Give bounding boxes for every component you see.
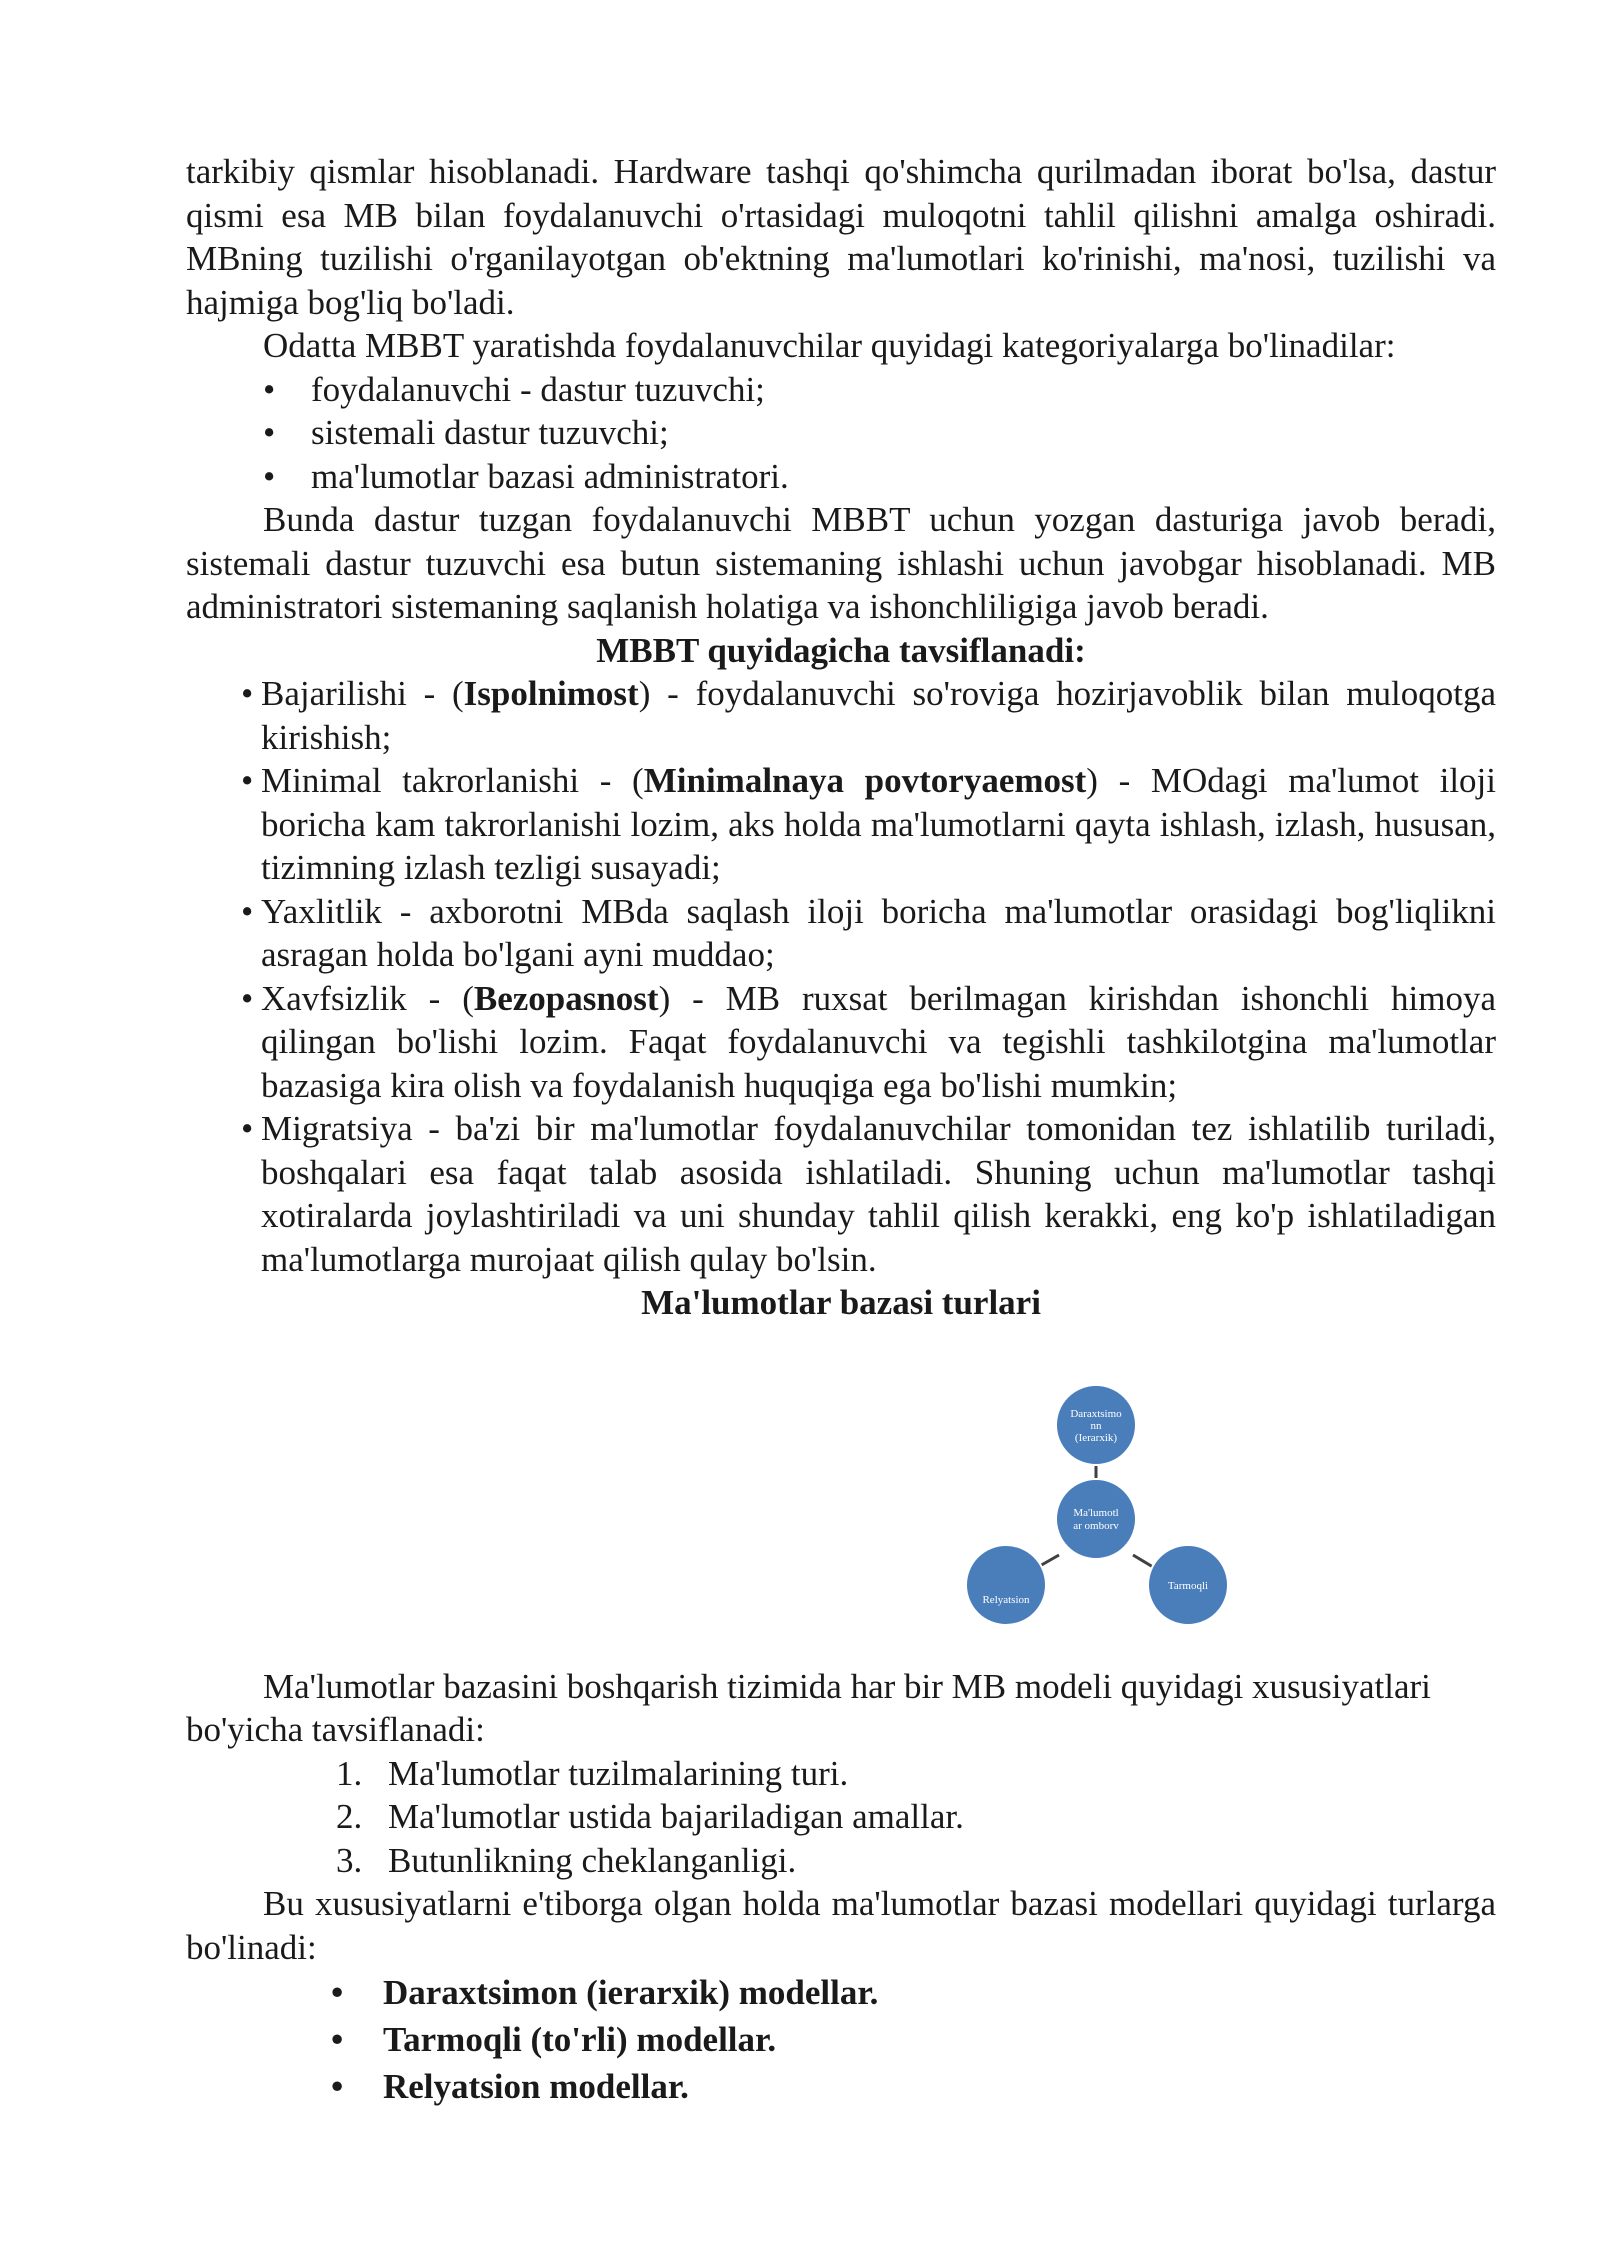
feature-text: Migratsiya - ba'zi bir ma'lumotlar foydalanuvchilar tomonidan tez ishlatilib turiladi, boshqalari esa faqat talab asosida ishlatiladi. Shuning uchun ma'lumotlar tashqi xotiralarda joylashtiriladi va uni shunday tahlil qilish kerakki, eng ko'p ishlatiladigan ma'lumotlarga murojaat qilish qulay bo'lsin.: [261, 1109, 1496, 1279]
list-item-text: Daraxtsimon (ierarxik) modellar.: [383, 1973, 879, 2012]
categories-paragraph: Odatta MBBT yaratishda foydalanuvchilar quyidagi kategoriyalarga bo'linadilar:: [263, 326, 1396, 365]
intro-paragraph: tarkibiy qismlar hisoblanadi. Hardware tashqi qo'shimcha qurilmadan iborat bo'lsa, dastur qismi esa MB bilan foydalanuvchi o'rtasidagi muloqotni tahlil qilishni amalga oshiradi. MBning tuzilishi o'rganilayotgan ob'ektning ma'lumotlari ko'rinishi, ma'nosi, tuzilishi va hajmiga bog'liq bo'ladi.: [186, 152, 1496, 322]
bullet-marker: •: [241, 1109, 254, 1148]
model-kinds-list: [186, 1969, 1496, 2110]
node-right-label: Tarmoqli: [1167, 1579, 1209, 1592]
roles-paragraph: Bunda dastur tuzgan foydalanuvchi MBBT uchun yozgan dasturiga javob beradi, sistemali dastur tuzuvchi esa butun sistemaning ishlashi uchun javobgar hisoblanadi. MB administratori sistemaning saqlanish holatiga va ishonchliligiga javob beradi.: [186, 500, 1496, 626]
feature-item: [241, 759, 1496, 890]
list-item-text: foydalanuvchi - dastur tuzuvchi;: [311, 369, 765, 409]
list-item: [263, 411, 1496, 455]
kinds-paragraph: Bu xususiyatlarni e'tiborga olgan holda ma'lumotlar bazasi modellari quyidagi turlarga bo'linadi:: [186, 1884, 1496, 1967]
bullet-marker: •: [263, 456, 276, 496]
bullet-marker: •: [241, 674, 254, 713]
list-item: [336, 1752, 1496, 1796]
bullet-marker: •: [263, 369, 276, 409]
bullet-marker: •: [331, 2067, 344, 2106]
db-types-diagram: [186, 1325, 1496, 1665]
feature-item: [241, 672, 1496, 759]
node-left: [966, 1545, 1046, 1625]
node-center-label: Ma'lumotl: [1073, 1506, 1119, 1519]
user-types-list: [186, 368, 1496, 499]
list-item-text: ma'lumotlar bazasi administratori.: [311, 456, 789, 496]
models-paragraph: Ma'lumotlar bazasini boshqarish tizimida har bir MB modeli quyidagi xususiyatlari bo'yicha tavsiflanadi:: [186, 1666, 1431, 1749]
feature-item: [241, 977, 1496, 1108]
feature-text: Xavfsizlik - (: [261, 978, 474, 1018]
list-item: [263, 455, 1496, 499]
features-list: [186, 672, 1496, 1281]
list-item: [336, 1795, 1496, 1839]
node-top-label: Daraxtsimo: [1070, 1407, 1122, 1420]
list-item-text: Ma'lumotlar ustida bajariladigan amallar.: [388, 1797, 964, 1836]
feature-text: ) - MB ruxsat berilmagan kirishdan ishonchli himoya qilingan bo'lishi lozim. Faqat foydalanuvchi va tegishli tashkilotgina ma'lumotlar bazasiga kira olish va foydalanish huquqiga ega bo'lishi mumkin;: [261, 978, 1496, 1105]
list-item: [336, 1839, 1496, 1883]
list-number: 2.: [336, 1797, 363, 1836]
bullet-marker: •: [263, 413, 276, 452]
bullet-marker: •: [331, 2020, 344, 2059]
list-item-text: Relyatsion modellar.: [383, 2067, 689, 2106]
bullet-marker: •: [241, 761, 254, 800]
page-content: [186, 150, 1496, 2110]
bullet-marker: •: [241, 891, 254, 931]
list-item-text: sistemali dastur tuzuvchi;: [311, 413, 669, 452]
list-number: 3.: [336, 1840, 363, 1880]
node-center-label: ar omborv: [1073, 1519, 1119, 1532]
properties-list: [186, 1752, 1496, 1883]
edge-right: [1133, 1555, 1153, 1567]
feature-text: Yaxlitlik - axborotni MBda saqlash iloji boricha ma'lumotlar orasidagi bog'liqlikni asragan holda bo'lgani ayni muddao;: [261, 891, 1496, 974]
feature-item: [241, 890, 1496, 977]
feature-term: Bezopasnost: [473, 978, 659, 1018]
feature-term: Minimalnaya povtoryaemost: [643, 761, 1087, 800]
feature-text: Minimal takrorlanishi - (: [261, 761, 644, 800]
list-item: [331, 2063, 1496, 2110]
features-heading: MBBT quyidagicha tavsiflanadi:: [596, 630, 1086, 670]
feature-text: ) - MOdagi ma'lumot iloji boricha kam takrorlanishi lozim, aks holda ma'lumotlarni qayta ishlash, izlash, hususan, tizimning izlash tezligi susayadi;: [261, 761, 1496, 887]
node-top-label: (Ierarxik): [1074, 1431, 1118, 1444]
list-item: [331, 1969, 1496, 2016]
feature-text: ) - foydalanuvchi so'roviga hozirjavoblik bilan muloqotga kirishish;: [261, 674, 1496, 757]
list-item-text: Tarmoqli (to'rli) modellar.: [383, 2020, 777, 2059]
list-number: 1.: [336, 1753, 363, 1793]
feature-text: Bajarilishi - (: [261, 674, 464, 713]
list-item: [331, 2016, 1496, 2063]
list-item: [263, 368, 1496, 412]
list-item-text: Butunlikning cheklanganligi.: [388, 1840, 797, 1880]
list-item-text: Ma'lumotlar tuzilmalarining turi.: [388, 1753, 849, 1793]
bullet-marker: •: [241, 978, 254, 1018]
bullet-marker: •: [331, 1973, 344, 2012]
node-top-label: nn: [1090, 1419, 1102, 1432]
db-types-diagram-svg: [966, 1377, 1256, 1647]
feature-term: Ispolnimost: [463, 674, 639, 713]
node-left-label: Relyatsion: [982, 1593, 1030, 1606]
node-center: [1056, 1479, 1136, 1559]
feature-item: [241, 1107, 1496, 1281]
db-types-heading: Ma'lumotlar bazasi turlari: [641, 1283, 1041, 1322]
